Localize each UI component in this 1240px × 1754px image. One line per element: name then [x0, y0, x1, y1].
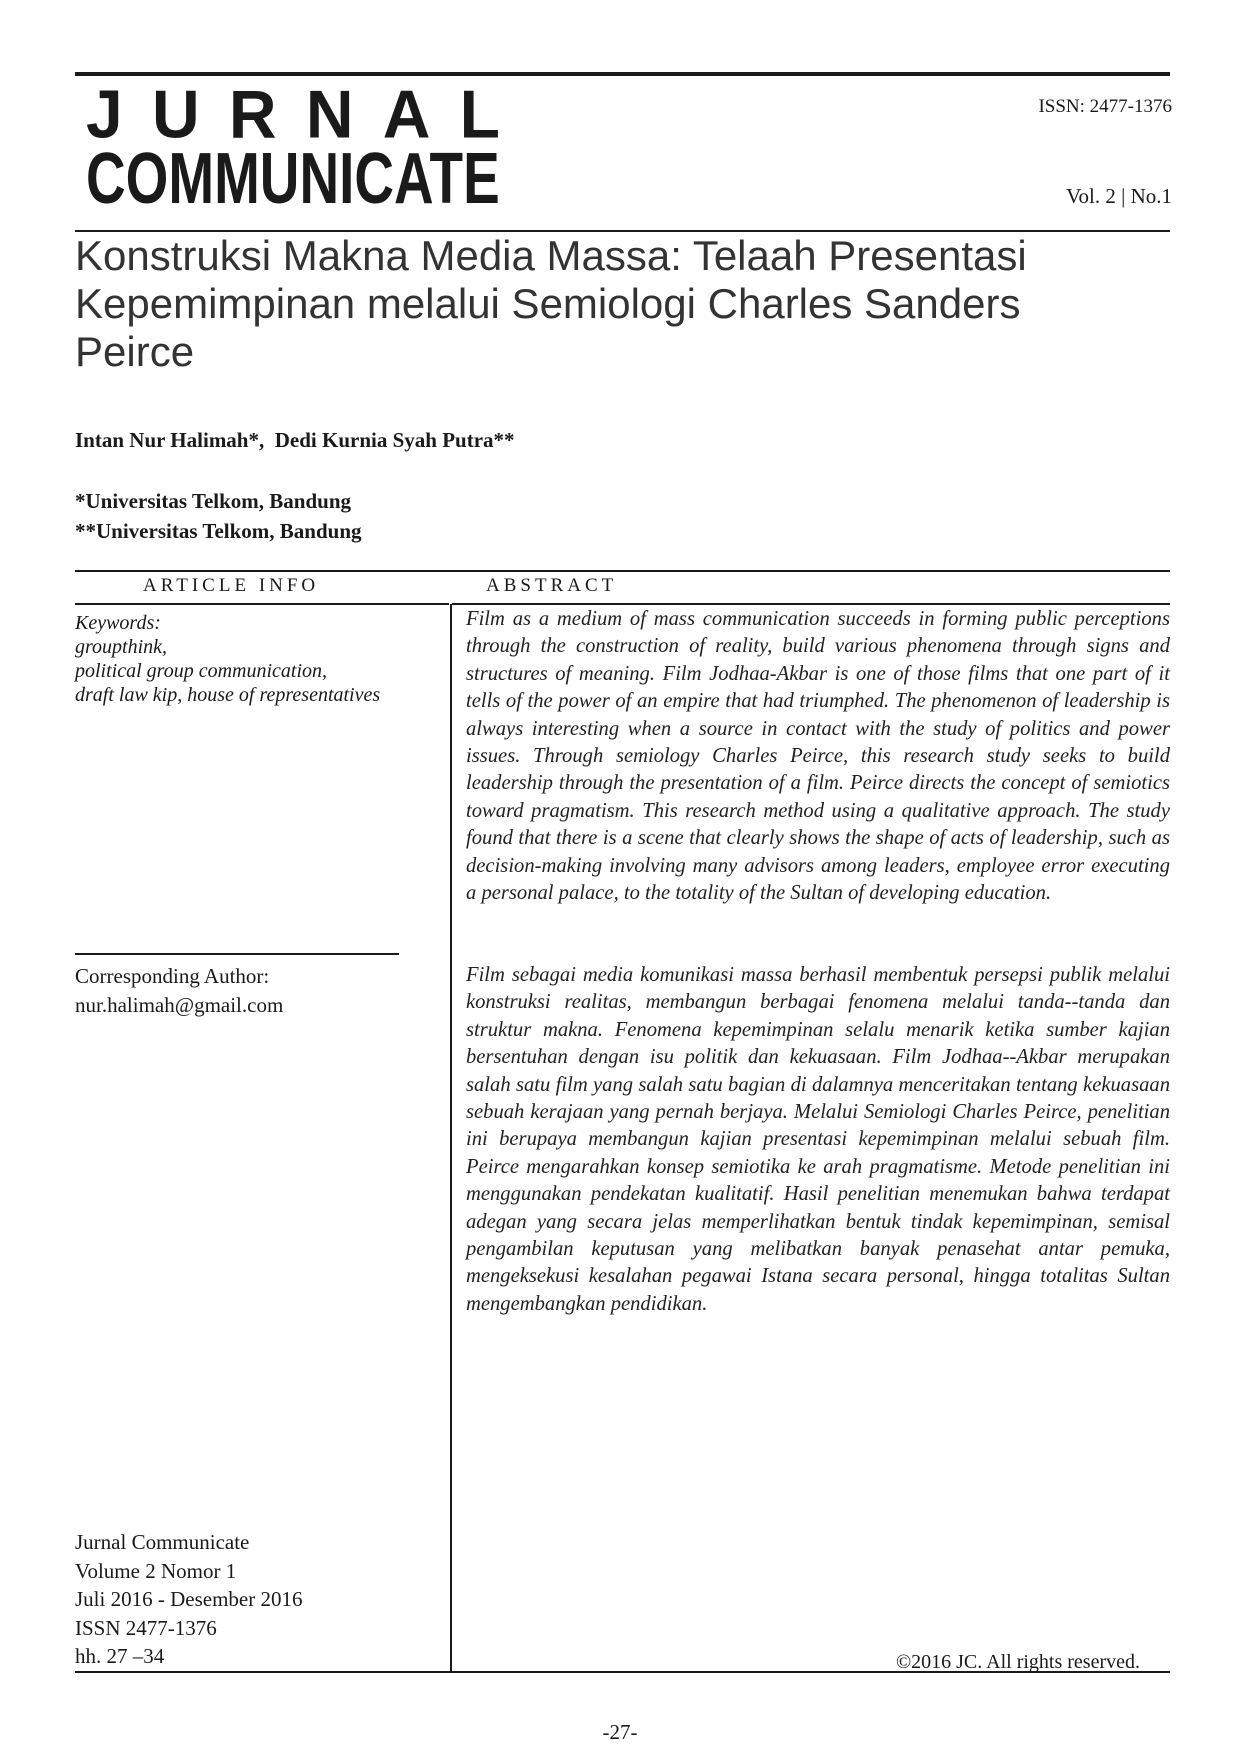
journal-info: [75, 1528, 302, 1671]
journal-logo-line2: COMMUNICATE: [86, 139, 500, 219]
abstract-indonesian: Film sebagai media komunikasi massa berhasil membentuk persepsi publik melalui konstruksi realitas, membangun berbagai fenomena melalui tanda--tanda dan struktur makna. Fenomena kepemimpinan selalu menarik ketika sumber kajian bersentuhan dengan isu politik dan kekuasaan. Film Jodhaa--Akbar merupakan salah satu film yang salah satu bagian di dalamnya menceritakan tentang kekuasaan sebuah kerajaan yang pernah berjaya. Melalui Semiologi Charles Peirce, penelitian ini berupaya membangun kajian presentasi kepemimpinan melalui sebuah film. Peirce mengarahkan konsep semiotika ke arah pragmatisme. Metode penelitian ini menggunakan pendekatan kualitatif. Hasil penelitian menemukan bahwa terdapat adegan yang secara jelas memperlihatkan bentuk tindak kepemimpinan, semisal pengambilan keputusan yang melibatkan banyak penasehat antar pemuka, mengeksekusi kesalahan pegawai Istana secara personal, hingga totalitas Sultan mengembangkan pendidikan.: [466, 964, 1170, 1315]
abstract-heading: ABSTRACT: [486, 575, 618, 596]
logo-letter: N: [305, 76, 354, 152]
abstract-rule: [452, 603, 1170, 605]
authors: Intan Nur Halimah*, Dedi Kurnia Syah Putra**: [75, 428, 515, 452]
column-divider: [450, 604, 452, 1672]
keyword: political group communication,: [75, 660, 328, 682]
keywords-label: Keywords:: [75, 612, 161, 634]
corresponding-email: nur.halimah@gmail.com: [75, 993, 284, 1017]
affiliation: **Universitas Telkom, Bandung: [75, 519, 362, 543]
corresponding-label: Corresponding Author:: [75, 964, 270, 988]
journal-info-line: hh. 27 –34: [75, 1644, 165, 1668]
keywords-block: [75, 611, 445, 707]
logo-letter: U: [151, 76, 200, 152]
logo-letter: J: [86, 76, 123, 152]
journal-info-line: Juli 2016 - Desember 2016: [75, 1587, 303, 1611]
abstract-english: Film as a medium of mass communication succeeds in forming public perceptions through the construction of reality, build various phenomena through signs and structures of meaning. Film Jodhaa-Akbar is one of those films that one part of it tells of the power of an empire that had triumphed. The phenomenon of leadership is always interesting when a source in contact with the study of politics and power issues. Through semiology Charles Peirce, this research study seeks to build leadership through the presentation of a film. Peirce directs the concept of semiotics toward pragmatism. This research method using a qualitative approach. The study found that there is a scene that clearly shows the shape of acts of leadership, such as decision-making involving many advisors among leaders, employee error executing a personal palace, to the totality of the Sultan of developing education.: [466, 608, 1170, 905]
keyword: draft law kip, house of representatives: [75, 684, 381, 706]
journal-info-line: ISSN 2477-1376: [75, 1615, 217, 1640]
article-info-heading: ARTICLE INFO: [143, 575, 320, 596]
logo-letter: R: [228, 76, 277, 152]
table-top-rule: [75, 570, 1170, 572]
corresponding-author: [75, 962, 283, 1020]
keyword: groupthink,: [75, 636, 168, 658]
article-info-rule: [75, 603, 449, 605]
journal-info-line: Jurnal Communicate: [75, 1530, 250, 1554]
affiliation: *Universitas Telkom, Bandung: [75, 489, 351, 513]
journal-info-line: Volume 2 Nomor 1: [75, 1558, 237, 1583]
logo-letter: A: [382, 76, 431, 152]
volume-number: Vol. 2 | No.1: [1066, 184, 1172, 208]
page-number: -27-: [602, 1720, 638, 1744]
logo-letter: L: [459, 76, 500, 152]
copyright: ©2016 JC. All rights reserved.: [895, 1651, 1140, 1673]
issn: ISSN: 2477-1376: [1038, 96, 1172, 117]
article-title: Konstruksi Makna Media Massa: Telaah Presentasi Kepemimpinan melalui Semiologi Charles Sanders Peirce: [75, 232, 1027, 375]
corresponding-rule: [75, 953, 399, 955]
